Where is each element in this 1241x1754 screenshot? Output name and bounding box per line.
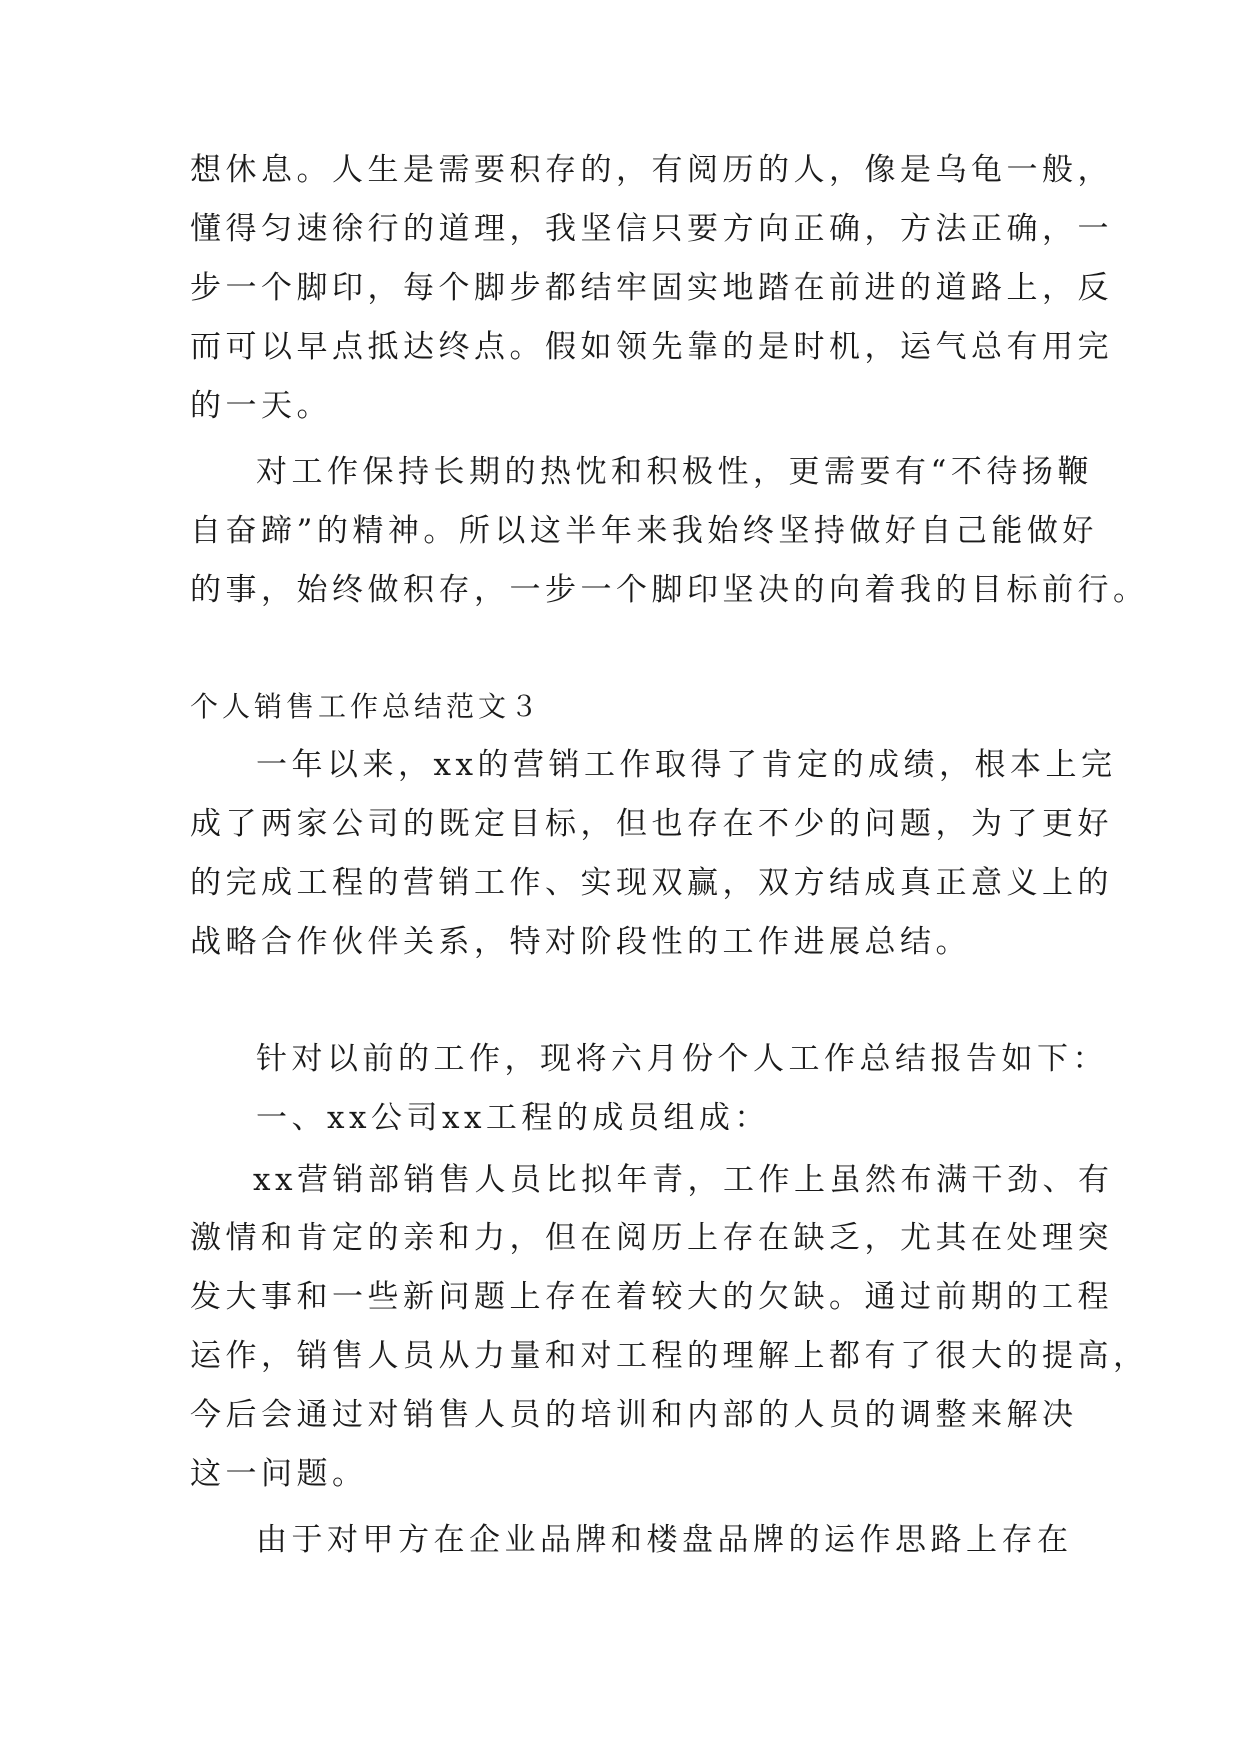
paragraph-line: 战略合作伙伴关系，特对阶段性的工作进展总结。 <box>190 924 971 960</box>
paragraph-line: 由于对甲方在企业品牌和楼盘品牌的运作思路上存在 <box>256 1522 1073 1558</box>
paragraph-line: xx营销部销售人员比拟年青，工作上虽然布满干劲、有 <box>253 1162 1114 1198</box>
paragraph-line: 发大事和一些新问题上存在着较大的欠缺。通过前期的工程 <box>190 1279 1113 1315</box>
paragraph-line: 对工作保持长期的热忱和积极性，更需要有“不待扬鞭 <box>256 454 1093 490</box>
paragraph-line: 步一个脚印，每个脚步都结牢固实地踏在前进的道路上，反 <box>190 270 1113 306</box>
paragraph-line: 成了两家公司的既定目标，但也存在不少的问题，为了更好 <box>190 806 1113 842</box>
section-heading: 个人销售工作总结范文３ <box>190 690 543 723</box>
paragraph-line: 而可以早点抵达终点。假如领先靠的是时机，运气总有用完 <box>190 329 1113 365</box>
paragraph-line: 一年以来，xx的营销工作取得了肯定的成绩，根本上完 <box>256 747 1117 783</box>
paragraph-line: 想休息。人生是需要积存的，有阅历的人，像是乌龟一般， <box>190 152 1113 188</box>
paragraph-line: 自奋蹄”的精神。所以这半年来我始终坚持做好自己能做好 <box>190 513 1098 549</box>
paragraph-line: 运作，销售人员从力量和对工程的理解上都有了很大的提高， <box>190 1338 1149 1374</box>
paragraph-line: 这一问题。 <box>190 1456 368 1492</box>
paragraph-line: 的完成工程的营销工作、实现双赢，双方结成真正意义上的 <box>190 865 1113 901</box>
paragraph-line: 的事，始终做积存，一步一个脚印坚决的向着我的目标前行。 <box>190 572 1149 608</box>
paragraph-line: 激情和肯定的亲和力，但在阅历上存在缺乏，尤其在处理突 <box>190 1220 1113 1256</box>
paragraph-line: 懂得匀速徐行的道理，我坚信只要方向正确，方法正确，一 <box>190 211 1113 247</box>
paragraph-line: 的一天。 <box>190 388 332 424</box>
paragraph-line: 针对以前的工作，现将六月份个人工作总结报告如下： <box>256 1041 1108 1077</box>
paragraph-line: 一、xx公司xx工程的成员组成： <box>256 1100 770 1136</box>
paragraph-line: 今后会通过对销售人员的培训和内部的人员的调整来解决 <box>190 1397 1078 1433</box>
